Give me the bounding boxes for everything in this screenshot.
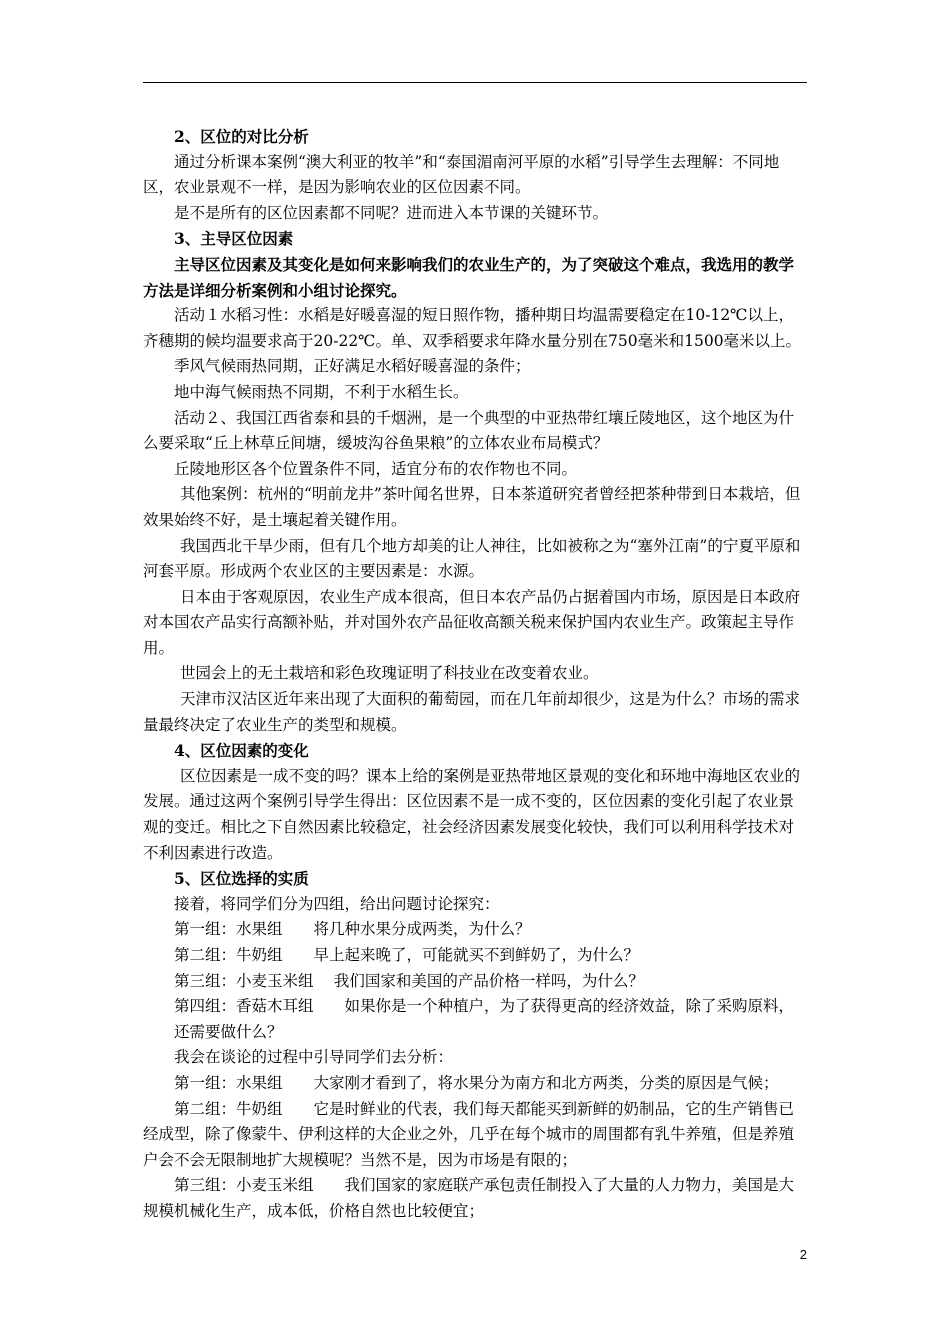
paragraph: 第一组：水果组 将几种水果分成两类，为什么？ <box>174 920 531 939</box>
paragraph: 主导区位因素及其变化是如何来影响我们的农业生产的，为了突破这个难点，我选用的教学方法是详细分析案例和小组讨论探究。 <box>143 254 795 300</box>
paragraph: 第二组：牛奶组 它是时鲜业的代表，我们每天都能买到新鲜的奶制品，它的生产销售已经成型，除了像蒙牛、伊利这样的大企业之外，几乎在每个城市的周围都有乳牛养殖，但是养殖户会不会无限制地扩大规模呢？当然不是，因为市场是有限的； <box>143 1099 795 1169</box>
paragraph: 第三组：小麦玉米组 我们国家和美国的产品价格一样吗，为什么？ <box>174 971 644 990</box>
section-heading: 2、区位的对比分析 <box>174 127 309 146</box>
paragraph: 活动１水稻习性：水稻是好暖喜湿的短日照作物，播种期日均温需要稳定在10-12℃以上，齐穗期的候均温要求高于20-22℃。单、双季稻要求年降水量分别在750毫米和1500毫米以上。 <box>143 306 802 350</box>
document-body <box>143 124 807 1225</box>
paragraph: 我会在谈论的过程中引导同学们去分析： <box>174 1048 454 1067</box>
paragraph: 接着，将同学们分为四组，给出问题讨论探究： <box>174 894 500 913</box>
paragraph: 第一组：水果组 大家刚才看到了，将水果分为南方和北方两类，分类的原因是气候； <box>174 1073 779 1092</box>
section-heading: 4、区位因素的变化 <box>174 741 309 761</box>
paragraph: 是不是所有的区位因素都不同呢？进而进入本节课的关键环节。 <box>174 203 609 222</box>
page-number: 2 <box>799 1247 807 1262</box>
paragraph: 丘陵地形区各个位置条件不同，适宜分布的农作物也不同。 <box>174 459 578 478</box>
header-rule <box>143 82 807 83</box>
paragraph: 天津市汉沽区近年来出现了大面积的葡萄园，而在几年前却很少，这是为什么？市场的需求量最终决定了农业生产的类型和规模。 <box>143 690 801 734</box>
paragraph: 其他案例：杭州的“明前龙井”茶叶闻名世界，日本茶道研究者曾经把茶种带到日本栽培，但效果始终不好，是土壤起着关键作用。 <box>143 485 801 529</box>
paragraph: 第二组：牛奶组 早上起来晚了，可能就买不到鲜奶了，为什么？ <box>174 946 640 964</box>
section-heading: 3、主导区位因素 <box>174 229 294 249</box>
paragraph: 第四组：香菇木耳组 如果你是一个种植户，为了获得更高的经济效益，除了采购原料，还需要做什么？ <box>174 997 795 1041</box>
section-heading: 5、区位选择的实质 <box>174 869 309 889</box>
paragraph: 日本由于客观原因，农业生产成本很高，但日本农产品仍占据着国内市场，原因是日本政府对本国农产品实行高额补贴，并对国外农产品征收高额关税来保护国内农业生产。政策起主导作用。 <box>143 587 801 657</box>
paragraph: 区位因素是一成不变的吗？课本上给的案例是亚热带地区景观的变化和环地中海地区农业的发展。通过这两个案例引导学生得出：区位因素不是一成不变的，区位因素的变化引起了农业景观的变迁。相比之下自然因素比较稳定，社会经济因素发展变化较快，我们可以利用科学技术对不利因素进行改造。 <box>143 766 801 862</box>
paragraph: 我国西北干旱少雨，但有几个地方却美的让人神往，比如被称之为“塞外江南”的宁夏平原和河套平原。形成两个农业区的主要因素是：水源。 <box>143 536 801 581</box>
paragraph: 世园会上的无土栽培和彩色玫瑰证明了科技业在改变着农业。 <box>180 664 599 683</box>
paragraph: 季风气候雨热同期，正好满足水稻好暖喜湿的条件； <box>174 357 531 376</box>
paragraph: 地中海气候雨热不同期，不利于水稻生长。 <box>174 382 469 401</box>
paragraph: 第三组：小麦玉米组 我们国家的家庭联产承包责任制投入了大量的人力物力，美国是大规模机械化生产，成本低，价格自然也比较便宜； <box>143 1176 795 1220</box>
paragraph: 活动２、我国江西省泰和县的千烟洲，是一个典型的中亚热带红壤丘陵地区，这个地区为什么要采取“丘上林草丘间塘，缓坡沟谷鱼果粮”的立体农业布局模式？ <box>143 408 795 453</box>
paragraph: 通过分析课本案例“澳大利亚的牧羊”和“泰国湄南河平原的水稻”引导学生去理解：不同地区，农业景观不一样，是因为影响农业的区位因素不同。 <box>143 152 780 197</box>
